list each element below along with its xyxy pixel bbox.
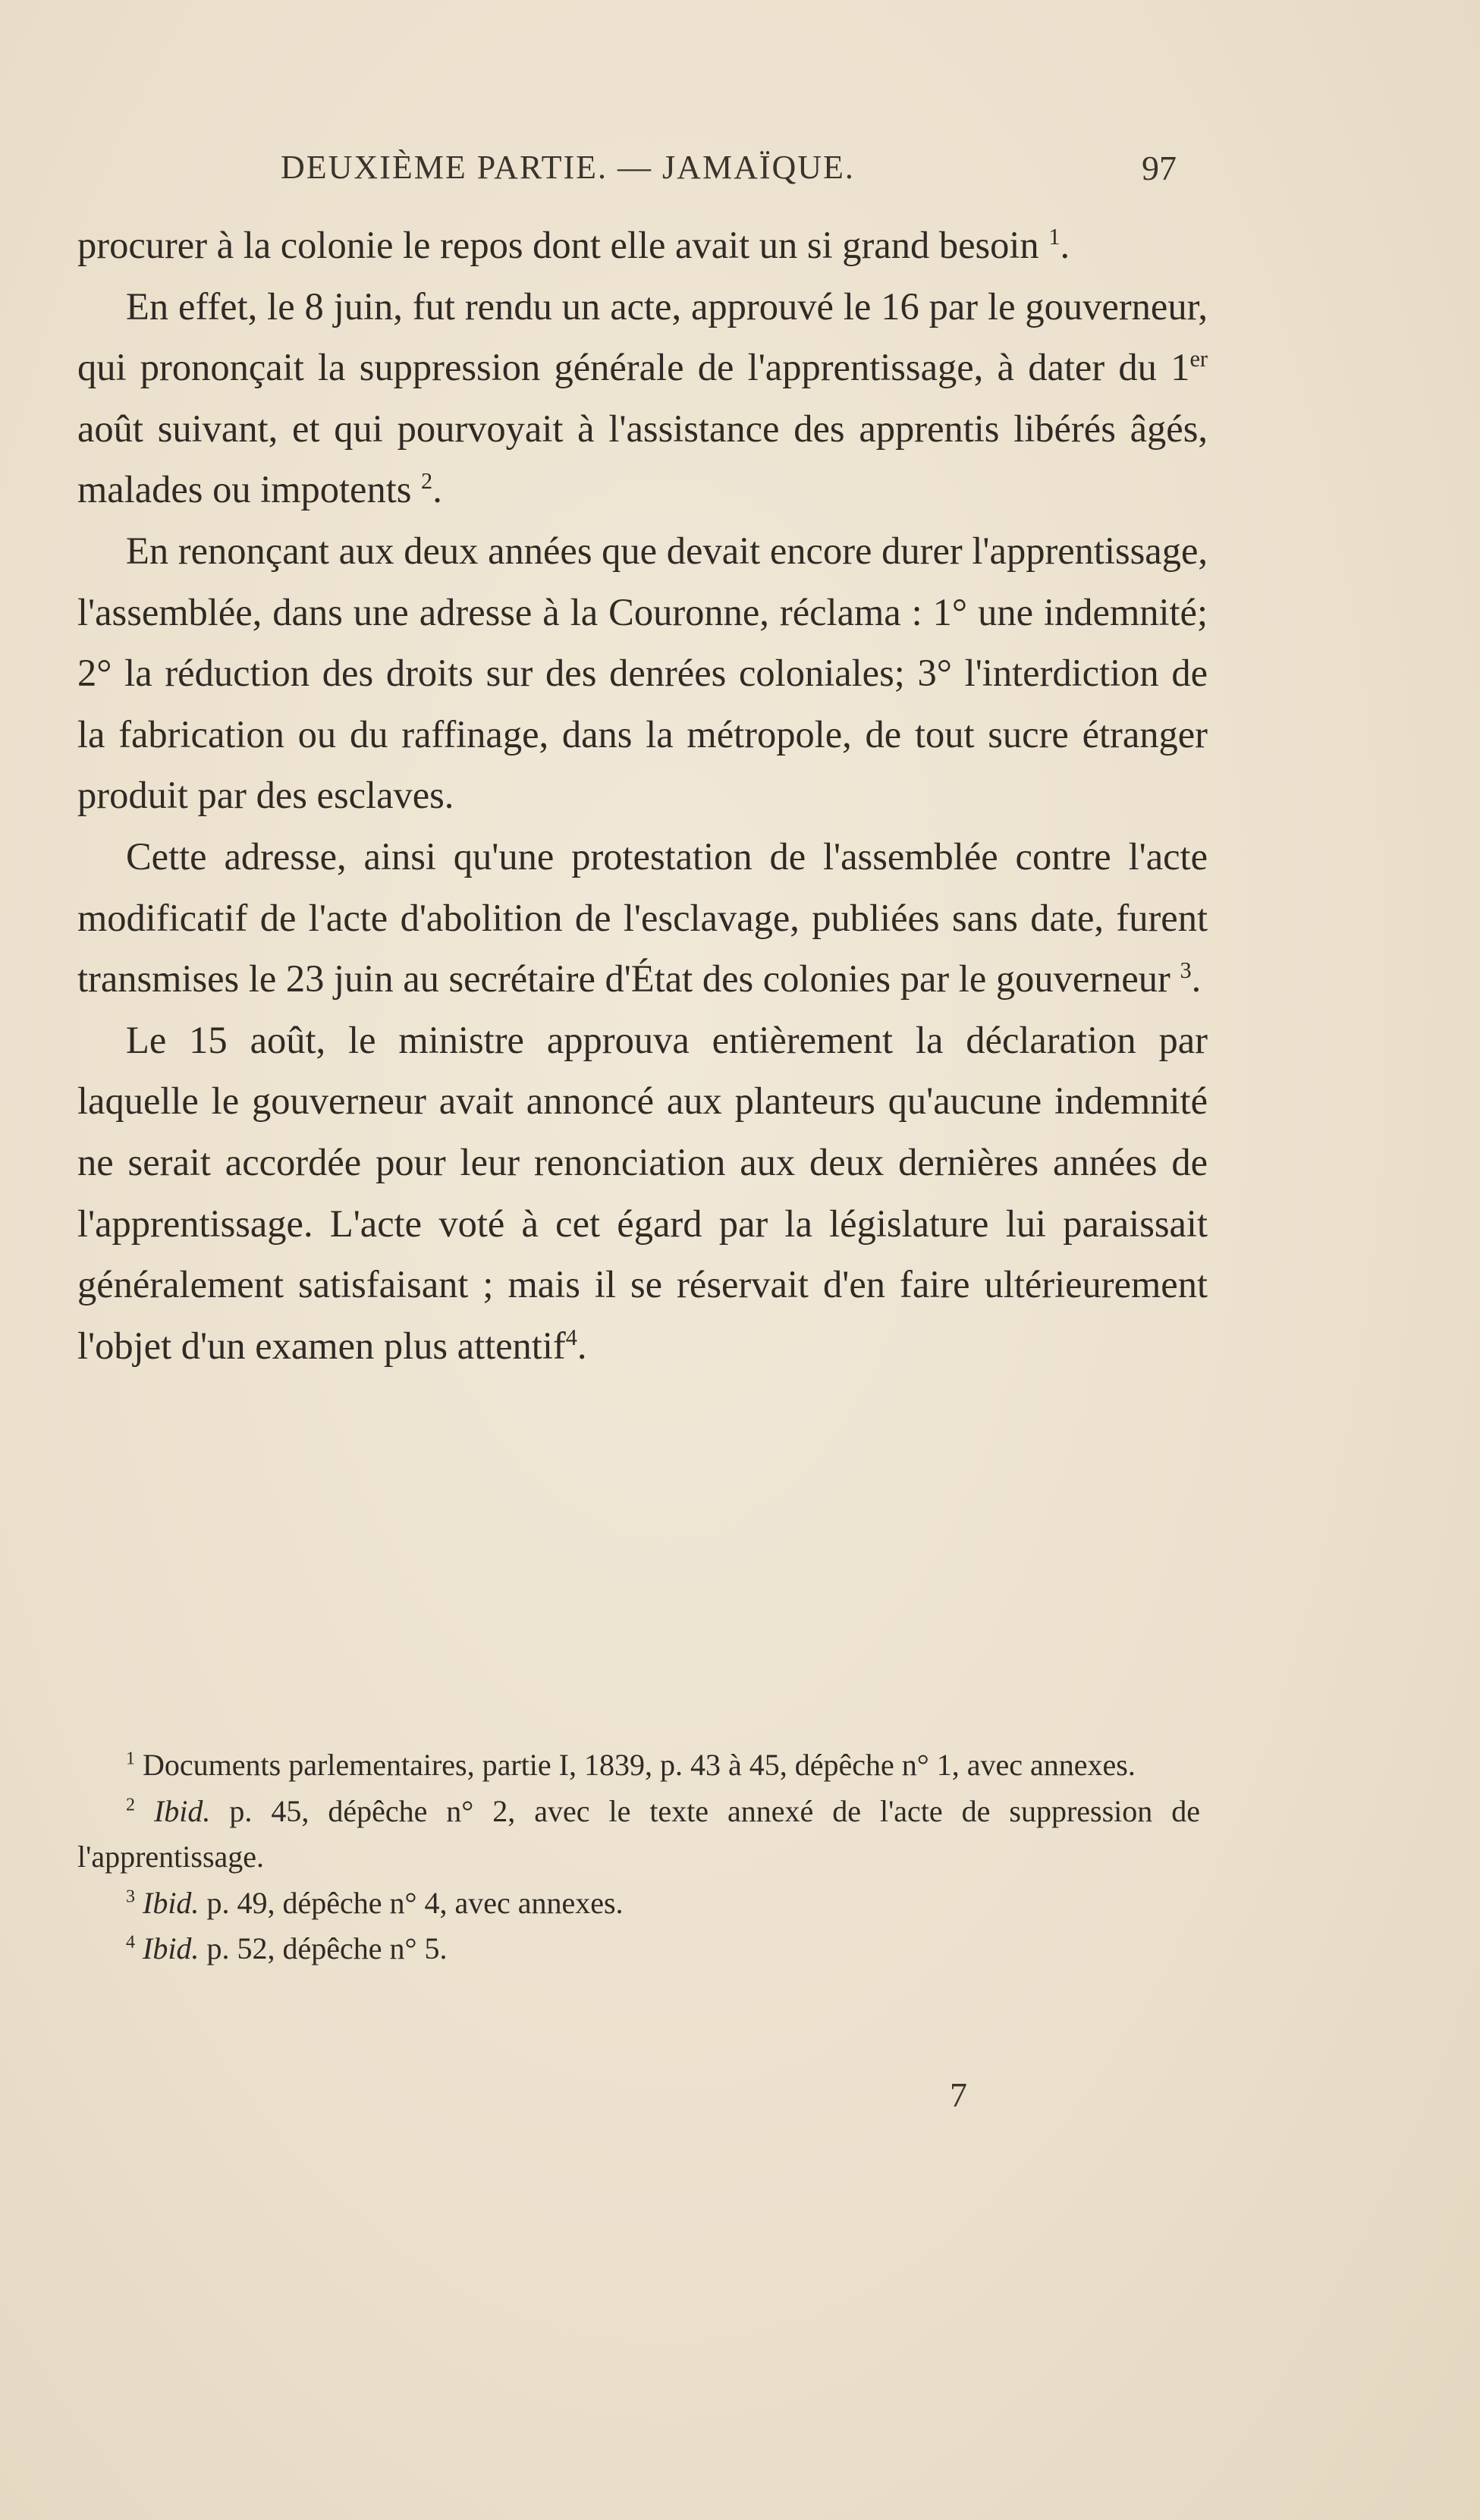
paragraph-1-text: procurer à la colonie le repos dont elle avait un si grand besoin	[77, 224, 1039, 266]
paragraph-2-text: En effet, le 8 juin, fut rendu un acte, approuvé le 16 par le gouverneur, qui prononçait la suppression générale de l'apprentissage, à dater du 1	[77, 284, 1208, 389]
footnote-3-text: p. 49, dépêche n° 4, avec annexes.	[199, 1885, 624, 1920]
footnote-3-number: 3	[126, 1887, 135, 1907]
paragraph-5-end: .	[577, 1324, 587, 1367]
paragraph-1	[77, 215, 1208, 276]
paragraph-5-text: Le 15 août, le ministre approuva entièrement la déclaration par laquelle le gouverneur avait annoncé aux planteurs qu'aucune indemnité ne serait accordée pour leur renonciation aux deux dernières années de l'apprentissage. L'acte voté à cet égard par la législature lui paraissait généralement satisfaisant ; mais il se réservait d'en faire ultérieurement l'objet d'un examen plus attentif	[77, 1018, 1208, 1367]
paragraph-5	[77, 1010, 1208, 1377]
footnote-1-text: Documents parlementaires, partie I, 1839, p. 43 à 45, dépêche n° 1, avec annexes.	[135, 1748, 1136, 1782]
footnote-ref-1: 1	[1048, 224, 1061, 250]
signature-mark: 7	[950, 2075, 967, 2114]
footnote-3	[77, 1881, 1200, 1927]
paragraph-4	[77, 826, 1208, 1010]
paragraph-3: En renonçant aux deux années que devait encore durer l'apprentissage, l'assemblée, dans une adresse à la Couronne, réclama : 1° une indemnité; 2° la réduction des droits sur des denrées coloniales; 3° l'interdiction de la fabrication ou du raffinage, dans la métropole, de tout sucre étranger produit par des esclaves.	[77, 529, 1208, 817]
footnote-4-text: p. 52, dépêche n° 5.	[199, 1931, 448, 1965]
footnote-4-number: 4	[126, 1932, 135, 1953]
footnote-2-text: p. 45, dépêche n° 2, avec le texte annexé de l'acte de suppression de l'apprentissage.	[77, 1793, 1200, 1874]
page-number: 97	[1142, 149, 1177, 187]
footnote-3-ibid: Ibid.	[135, 1885, 200, 1920]
footnote-1	[77, 1742, 1200, 1789]
page-header	[0, 148, 1480, 201]
paragraph-2	[77, 276, 1208, 520]
running-head: DEUXIÈME PARTIE. — JAMAÏQUE.	[281, 149, 855, 186]
footnote-2-number: 2	[126, 1795, 135, 1815]
main-text	[77, 215, 1208, 1376]
paragraph-4-end: .	[1191, 957, 1202, 1001]
footnote-ref-3: 3	[1180, 957, 1192, 984]
footnote-ref-2: 2	[421, 468, 433, 495]
superscript-er: er	[1189, 346, 1208, 372]
footnotes	[77, 1742, 1200, 1972]
paragraph-2-rest: août suivant, et qui pourvoyait à l'assistance des apprentis libérés âgés, malades ou impotents	[77, 407, 1208, 511]
footnote-2-ibid: Ibid.	[135, 1793, 211, 1828]
paragraph-2-end: .	[432, 468, 442, 511]
footnote-2	[77, 1789, 1200, 1881]
paragraph-1-end: .	[1060, 224, 1070, 266]
footnote-4	[77, 1926, 1200, 1972]
paragraph-4-text: Cette adresse, ainsi qu'une protestation de l'assemblée contre l'acte modificatif de l'acte d'abolition de l'esclavage, publiées sans date, furent transmises le 23 juin au secrétaire d'État des colonies par le gouverneur	[77, 834, 1208, 1001]
footnote-ref-4: 4	[565, 1324, 577, 1350]
footnote-1-number: 1	[126, 1749, 135, 1769]
footnote-4-ibid: Ibid.	[135, 1931, 200, 1965]
